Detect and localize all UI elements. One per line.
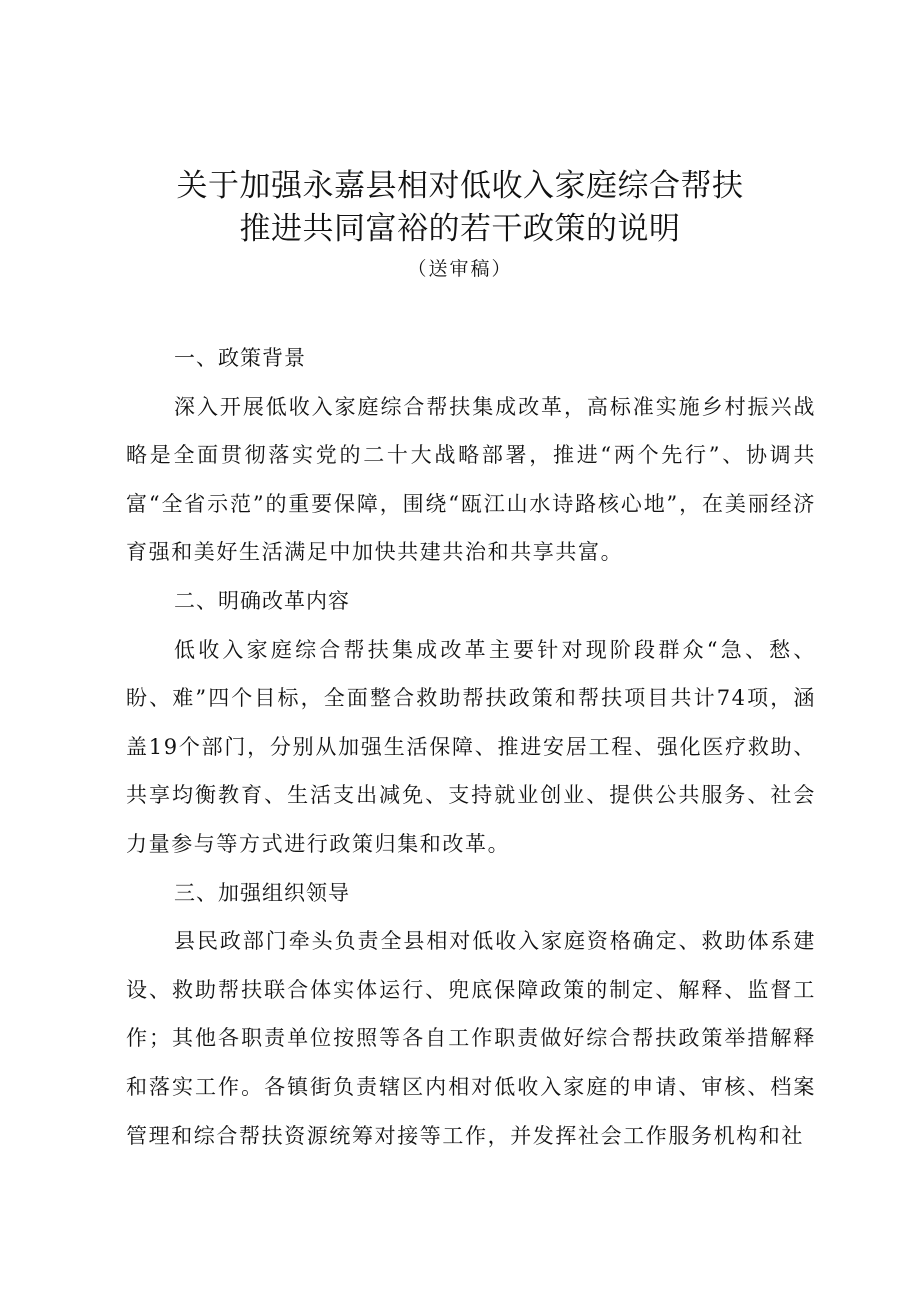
document-title-line2: 推进共同富裕的若干政策的说明: [239, 211, 681, 247]
section-body-background: 深入开展低收入家庭综合帮扶集成改革，高标准实施乡村振兴战略是全面贯彻落实党的二十大战略部署，推进“两个先行”、协调共富“全省示范”的重要保障，围绕“瓯江山水诗路核心地”，在美丽经济育强和美好生活满足中加快共建共治和共享共富。: [126, 394, 816, 565]
section-heading-leadership: 三、加强组织领导: [174, 880, 350, 905]
section-heading-background: 一、政策背景: [174, 346, 306, 370]
document-body: [126, 334, 816, 1160]
section-body-reform-content: 低收入家庭综合帮扶集成改革主要针对现阶段群众“急、愁、盼、难”四个目标，全面整合救助帮扶政策和帮扶项目共计74项，涵盖19个部门，分别从加强生活保障、推进安居工程、强化医疗救助、共享均衡教育、生活支出减免、支持就业创业、提供公共服务、社会力量参与等方式进行政策归集和改革。: [126, 637, 816, 856]
document-title-line1: 关于加强永嘉县相对低收入家庭综合帮扶: [176, 168, 744, 204]
section-body-leadership: 县民政部门牵头负责全县相对低收入家庭资格确定、救助体系建设、救助帮扶联合体实体运行、兜底保障政策的制定、解释、监督工作；其他各职责单位按照等各自工作职责做好综合帮扶政策举措解释和落实工作。各镇街负责辖区内相对低收入家庭的申请、审核、档案管理和综合帮扶资源统筹对接等工作，并发挥社会工作服务机构和社: [126, 929, 816, 1148]
section-heading-reform-content: 二、明确改革内容: [174, 588, 350, 613]
document-subtitle: （送审稿）: [407, 258, 513, 280]
